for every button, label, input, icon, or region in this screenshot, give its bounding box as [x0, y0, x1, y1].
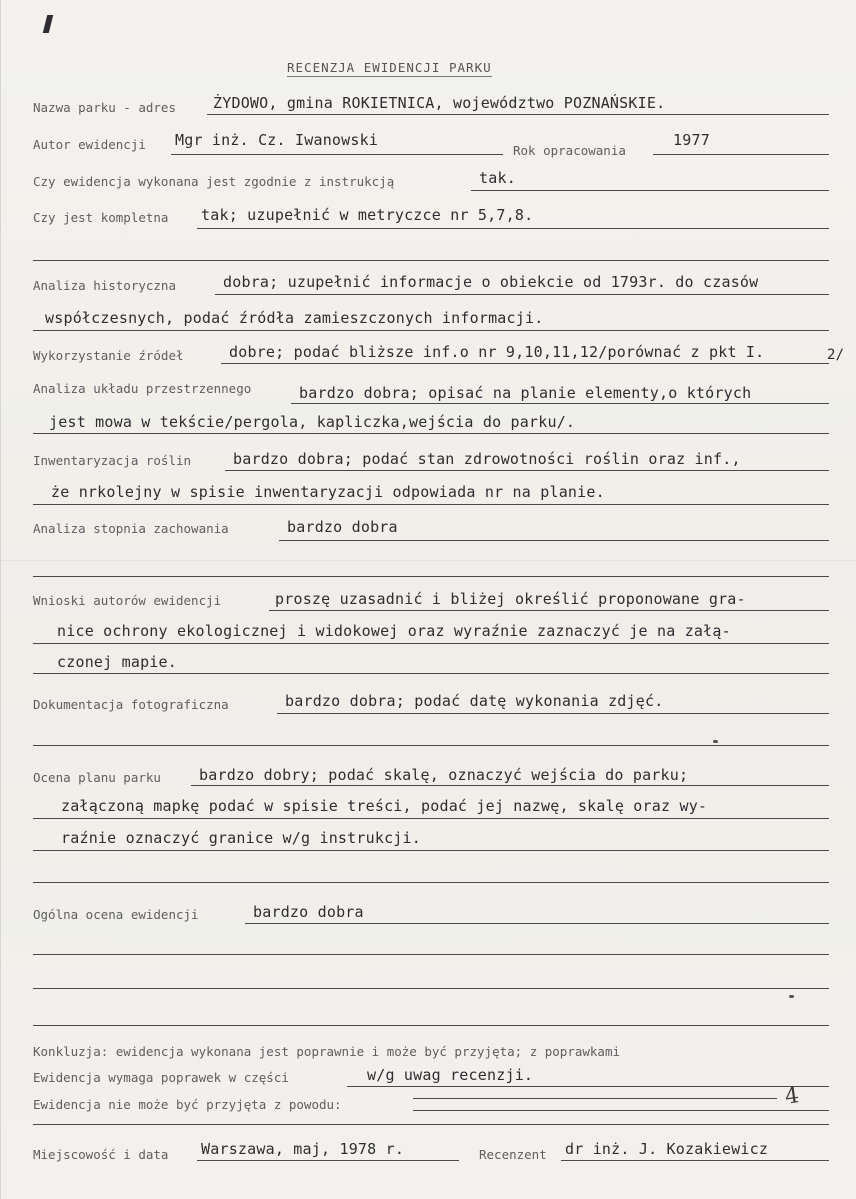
- rule: [191, 785, 829, 786]
- label-conclusions: Wnioski autorów ewidencji: [33, 593, 222, 608]
- rule: [197, 228, 829, 229]
- value-author: Mgr inż. Cz. Iwanowski: [175, 131, 379, 149]
- strike-line: [413, 1098, 777, 1099]
- rule: [33, 988, 829, 989]
- label-year: Rok opracowania: [513, 143, 626, 158]
- rule: [197, 1160, 459, 1161]
- rule: [561, 1160, 829, 1161]
- label-plan: Ocena planu parku: [33, 770, 161, 785]
- rule: [279, 540, 829, 541]
- value-complete: tak; uzupełnić w metryczce nr 5,7,8.: [201, 206, 534, 224]
- rule: [33, 745, 829, 746]
- label-requires: Ewidencja wymaga poprawek w części: [33, 1070, 289, 1085]
- label-photo: Dokumentacja fotograficzna: [33, 697, 229, 712]
- label-reviewer: Recenzent: [479, 1147, 547, 1162]
- rule: [171, 154, 503, 155]
- value-requires: w/g uwag recenzji.: [367, 1066, 534, 1084]
- rule: [33, 576, 829, 577]
- rule: [653, 154, 829, 155]
- rule: [471, 190, 829, 191]
- value-spatial-1: bardzo dobra; opisać na planie elementy,o których: [299, 384, 752, 402]
- label-inventory: Inwentaryzacja roślin: [33, 453, 192, 468]
- label-place-date: Miejscowość i data: [33, 1147, 169, 1162]
- value-year: 1977: [673, 131, 710, 149]
- label-cannot: Ewidencja nie może być przyjęta z powodu:: [33, 1097, 342, 1112]
- rule: [215, 294, 829, 295]
- rule: [33, 673, 829, 674]
- label-author: Autor ewidencji: [33, 137, 146, 152]
- value-conclusions-2: nice ochrony ekologicznej i widokowej oraz wyraźnie zaznaczyć je na załą-: [57, 622, 731, 640]
- rule: [33, 330, 829, 331]
- value-place-date: Warszawa, maj, 1978 r.: [201, 1140, 405, 1158]
- label-name-address: Nazwa parku - adres: [33, 100, 176, 115]
- rule: [33, 850, 829, 851]
- label-instruction: Czy ewidencja wykonana jest zgodnie z instrukcją: [33, 174, 395, 189]
- value-photo: bardzo dobra; podać datę wykonania zdjęć.: [285, 692, 664, 710]
- handwritten-initials: 4: [783, 1083, 801, 1110]
- value-plan-3: raźnie oznaczyć granice w/g instrukcji.: [61, 829, 421, 847]
- stray-mark: [713, 740, 718, 743]
- rule: [33, 643, 829, 644]
- value-plan-2: załączoną mapkę podać w spisie treści, podać jej nazwę, skalę oraz wy-: [61, 797, 708, 815]
- value-spatial-2: jest mowa w tekście/pergola, kapliczka,wejścia do parku/.: [49, 413, 576, 431]
- label-complete: Czy jest kompletna: [33, 210, 169, 225]
- value-historical-2: współczesnych, podać źródła zamieszczonych informacji.: [45, 309, 544, 327]
- rule: [207, 114, 829, 115]
- value-overall: bardzo dobra: [253, 903, 364, 921]
- rule: [269, 610, 829, 611]
- rule: [33, 433, 829, 434]
- label-sources: Wykorzystanie źródeł: [33, 348, 184, 363]
- stray-mark: [789, 995, 794, 998]
- value-reviewer: dr inż. J. Kozakiewicz: [565, 1140, 769, 1158]
- rule: [291, 403, 829, 404]
- value-historical-1: dobra; uzupełnić informacje o obiekcie od 1793r. do czasów: [223, 273, 759, 291]
- value-plan-1: bardzo dobry; podać skalę, oznaczyć wejścia do parku;: [199, 766, 689, 784]
- rule: [277, 713, 829, 714]
- corner-mark: [43, 15, 53, 33]
- value-inventory-2: że nrkolejny w spisie inwentaryzacji odpowiada nr na planie.: [51, 483, 605, 501]
- label-historical: Analiza historyczna: [33, 278, 176, 293]
- value-preservation: bardzo dobra: [287, 518, 398, 536]
- rule: [221, 363, 829, 364]
- label-konkluzja: Konkluzja: ewidencja wykonana jest poprawnie i może być przyjęta; z poprawkami: [33, 1044, 620, 1059]
- value-instruction: tak.: [479, 169, 516, 187]
- rule: [33, 954, 829, 955]
- rule: [33, 260, 829, 261]
- value-name-address: ŻYDOWO, gmina ROKIETNICA, województwo POZNAŃSKIE.: [213, 94, 666, 112]
- rule: [33, 1025, 829, 1026]
- label-overall: Ogólna ocena ewidencji: [33, 907, 199, 922]
- rule: [33, 882, 829, 883]
- value-conclusions-3: czonej mapie.: [57, 653, 177, 671]
- rule: [33, 504, 829, 505]
- value-sources: dobre; podać bliższe inf.o nr 9,10,11,12/porównać z pkt I.: [229, 343, 765, 361]
- rule: [225, 470, 829, 471]
- label-spatial: Analiza układu przestrzennego: [33, 381, 252, 396]
- document-title: RECENZJA EWIDENCJI PARKU: [287, 60, 492, 75]
- rule: [245, 923, 829, 924]
- rule: [347, 1086, 829, 1087]
- value-inventory-1: bardzo dobra; podać stan zdrowotności roślin oraz inf.,: [233, 450, 741, 468]
- rule: [33, 818, 829, 819]
- label-preservation: Analiza stopnia zachowania: [33, 521, 229, 536]
- fold-line: [1, 560, 856, 561]
- rule: [33, 1124, 829, 1125]
- rule: [413, 1110, 829, 1111]
- value-sources-note: 2/: [827, 347, 845, 363]
- value-conclusions-1: proszę uzasadnić i bliżej określić proponowane gra-: [275, 590, 746, 608]
